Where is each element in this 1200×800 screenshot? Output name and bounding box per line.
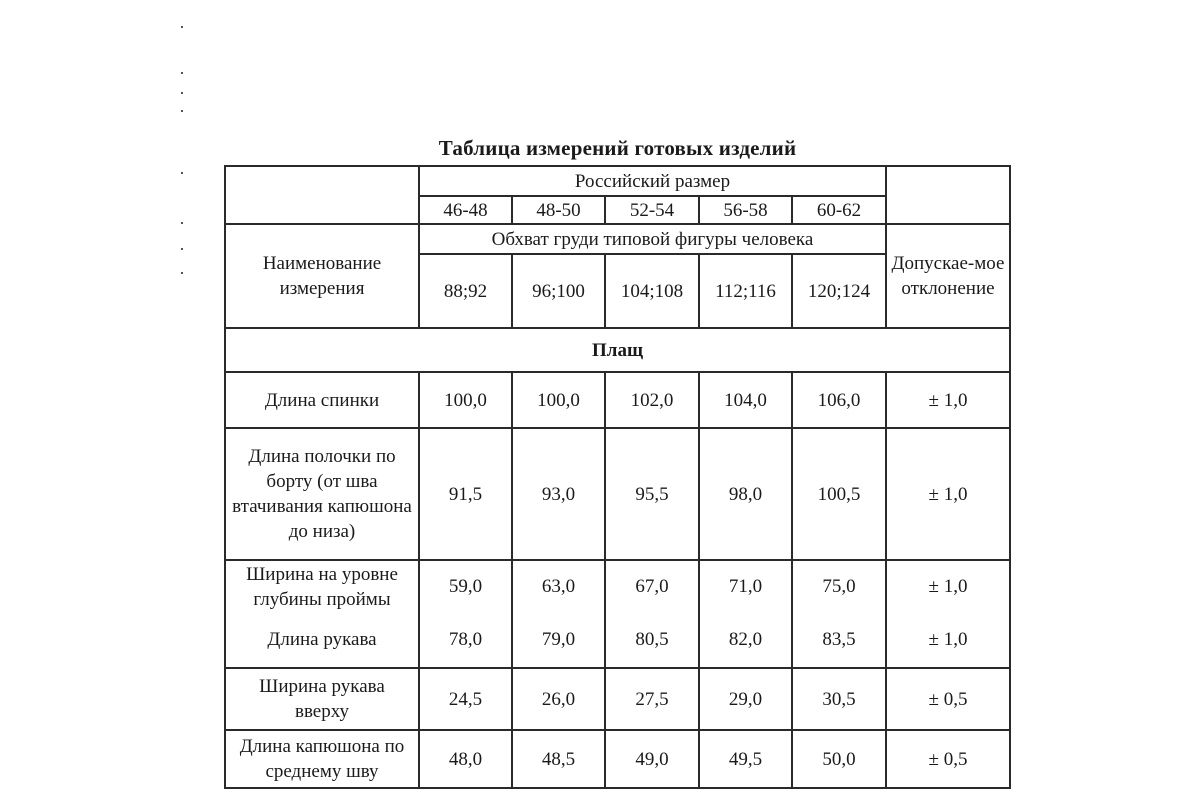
size-cell: 52-54 [605, 196, 699, 224]
measurements-table [224, 165, 1011, 789]
row-value: 49,0 [605, 730, 699, 788]
row-value: 63,0 [512, 560, 605, 612]
row-value: 67,0 [605, 560, 699, 612]
row-value: 80,5 [605, 612, 699, 668]
margin-dot [181, 92, 183, 94]
row-value: 71,0 [699, 560, 792, 612]
size-cell: 46-48 [419, 196, 512, 224]
margin-dot [181, 110, 183, 112]
tolerance-header: Допускае-мое отклонение [886, 224, 1010, 328]
header-blank-cell [225, 166, 419, 196]
chest-value-cell: 120;124 [792, 254, 886, 328]
row-tolerance: ± 1,0 [886, 428, 1010, 560]
table-row [225, 668, 1010, 730]
row-value: 30,5 [792, 668, 886, 730]
margin-dot [181, 248, 183, 250]
chest-value-cell: 104;108 [605, 254, 699, 328]
row-value: 27,5 [605, 668, 699, 730]
table-row [225, 372, 1010, 428]
size-cell: 48-50 [512, 196, 605, 224]
row-tolerance: ± 1,0 [886, 612, 1010, 668]
row-tolerance: ± 1,0 [886, 560, 1010, 612]
margin-dot [181, 72, 183, 74]
row-value: 78,0 [419, 612, 512, 668]
row-value: 100,5 [792, 428, 886, 560]
header-blank-cell [225, 196, 419, 224]
row-value: 100,0 [419, 372, 512, 428]
row-name: Длина спинки [225, 372, 419, 428]
row-tolerance: ± 1,0 [886, 372, 1010, 428]
table-row [225, 730, 1010, 788]
row-value: 106,0 [792, 372, 886, 428]
table-row [225, 428, 1010, 560]
row-value: 79,0 [512, 612, 605, 668]
row-name: Ширина рукава вверху [225, 668, 419, 730]
row-value: 83,5 [792, 612, 886, 668]
row-value: 82,0 [699, 612, 792, 668]
row-tolerance: ± 0,5 [886, 730, 1010, 788]
chest-value-cell: 88;92 [419, 254, 512, 328]
row-name: Длина рукава [225, 612, 419, 668]
size-cell: 60-62 [792, 196, 886, 224]
row-value: 48,0 [419, 730, 512, 788]
table-title: Таблица измерений готовых изделий [438, 136, 797, 160]
row-value: 95,5 [605, 428, 699, 560]
row-value: 59,0 [419, 560, 512, 612]
section-title: Плащ [225, 328, 1010, 372]
margin-dot [181, 26, 183, 28]
row-value: 75,0 [792, 560, 886, 612]
margin-dot [181, 272, 183, 274]
margin-dot [181, 172, 183, 174]
row-value: 100,0 [512, 372, 605, 428]
row-value: 50,0 [792, 730, 886, 788]
row-value: 91,5 [419, 428, 512, 560]
size-cell: 56-58 [699, 196, 792, 224]
row-tolerance: ± 0,5 [886, 668, 1010, 730]
chest-value-cell: 96;100 [512, 254, 605, 328]
chest-value-cell: 112;116 [699, 254, 792, 328]
row-value: 49,5 [699, 730, 792, 788]
table-row [225, 612, 1010, 668]
row-value: 24,5 [419, 668, 512, 730]
row-value: 102,0 [605, 372, 699, 428]
row-name: Длина полочки по борту (от шва втачивания капюшона до низа) [225, 428, 419, 560]
russian-size-header: Российский размер [419, 166, 886, 196]
margin-dot [181, 222, 183, 224]
row-value: 98,0 [699, 428, 792, 560]
row-name: Длина капюшона по среднему шву [225, 730, 419, 788]
table-row [225, 560, 1010, 612]
row-value: 93,0 [512, 428, 605, 560]
row-value: 26,0 [512, 668, 605, 730]
row-name: Ширина на уровне глубины проймы [225, 560, 419, 612]
row-value: 104,0 [699, 372, 792, 428]
chest-girth-header: Обхват груди типовой фигуры человека [419, 224, 886, 254]
header-blank-cell [886, 196, 1010, 224]
measurement-name-header: Наименование измерения [225, 224, 419, 328]
row-value: 29,0 [699, 668, 792, 730]
row-value: 48,5 [512, 730, 605, 788]
header-blank-cell [886, 166, 1010, 196]
